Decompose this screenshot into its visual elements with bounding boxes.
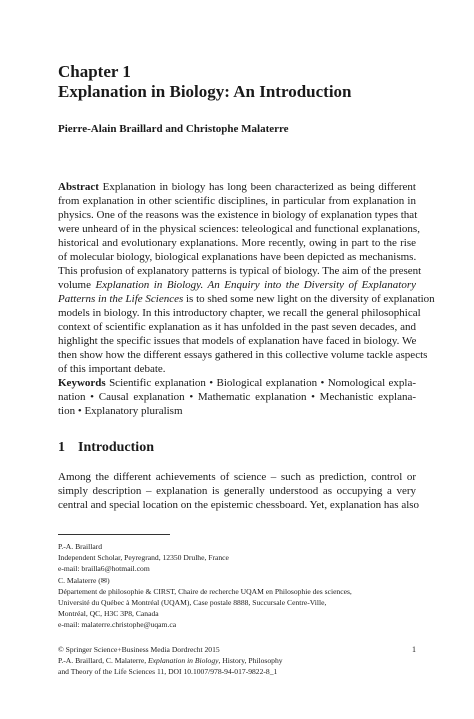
abstract-line: physics. One of the reasons was the existence in biology of explanation types that [58, 209, 418, 221]
abstract-line: context of scientific explanation as it has unfolded in the past seven decades, and [58, 321, 416, 333]
publication-info [58, 644, 416, 677]
abstract-line: Patterns in the Life Sciences is to shed some new light on the diversity of explanation [58, 293, 435, 305]
intro-line: Among the different achievements of science – such as prediction, control or [58, 471, 416, 483]
authors: Pierre-Alain Braillard and Christophe Malaterre [58, 123, 289, 135]
section-number: 1 [58, 440, 65, 455]
abstract [58, 180, 435, 376]
keywords-line: tion • Explanatory pluralism [58, 405, 183, 417]
abstract-line: volume Explanation in Biology. An Enquiry into the Diversity of Explanatory [58, 279, 416, 291]
section-heading [58, 440, 154, 456]
abstract-heading: Abstract [58, 181, 99, 193]
page-number: 1 [412, 645, 416, 654]
author2-name: C. Malaterre (✉) [58, 576, 110, 585]
volume-title-cont: Patterns in the Life Sciences [58, 293, 184, 305]
author2-affiliation: Département de philosophie & CIRST, Chaire de recherche UQAM en Philosophie des sciences, [58, 587, 352, 596]
footnote-divider [58, 534, 170, 535]
abstract-line: were unheard of in the physical sciences: teleological and functional explanations, [58, 223, 420, 235]
volume-title: Explanation in Biology. An Enquiry into the Diversity of Explanatory [95, 279, 416, 291]
chapter-title: Explanation in Biology: An Introduction [58, 82, 352, 101]
keywords [58, 376, 416, 418]
abstract-line: highlight the specific issues that models of explanation have faced in biology. We [58, 335, 417, 347]
abstract-line: This profusion of explanatory patterns is typical of biology. The aim of the present [58, 265, 422, 277]
citation-series: and Theory of the Life Sciences 11, DOI 10.1007/978-94-017-9822-8_1 [58, 667, 278, 676]
citation-book-title: Explanation in Biology [148, 656, 219, 665]
author1-affiliation: Independent Scholar, Peyregrand, 12350 Drulhe, France [58, 553, 229, 562]
footnote-author2 [58, 575, 418, 630]
chapter-label: Chapter 1 [58, 62, 131, 81]
abstract-line: then show how the different essays gathered in this collective volume tackle aspects [58, 349, 428, 361]
keywords-line: nation • Causal explanation • Mathematic explanation • Mechanistic explana- [58, 391, 416, 403]
keywords-line: Keywords Scientific explanation • Biological explanation • Nomological expla- [58, 377, 416, 389]
abstract-line: from explanation in other scientific disciplines, in particular from explanation in [58, 195, 416, 207]
author2-affiliation: Université du Québec à Montréal (UQAM), Case postale 8888, Succursale Centre-Ville, [58, 598, 327, 607]
author2-affiliation: Montréal, QC, H3C 3P8, Canada [58, 609, 159, 618]
abstract-line: models in biology. In this introductory chapter, we recall the general philosophical [58, 307, 421, 319]
copyright: © Springer Science+Business Media Dordrecht 2015 [58, 645, 220, 654]
author1-email: e-mail: brailla6@hotmail.com [58, 564, 150, 573]
abstract-line: historical and evolutionary explanations. More recently, owing in part to the rise [58, 237, 416, 249]
abstract-line: of molecular biology, biological explanations have been depicted as mechanisms. [58, 251, 417, 263]
abstract-line: of this important debate. [58, 363, 166, 375]
section-title: Introduction [78, 440, 154, 455]
intro-paragraph [58, 470, 420, 512]
footnote-author1 [58, 541, 418, 574]
abstract-line: Abstract Explanation in biology has long been characterized as being different [58, 181, 416, 193]
intro-line: central and special location on the epistemic chessboard. Yet, explanation has also [58, 499, 420, 511]
keywords-heading: Keywords [58, 377, 106, 389]
citation: P.-A. Braillard, C. Malaterre, Explanation in Biology, History, Philosophy [58, 656, 283, 665]
author1-name: P.-A. Braillard [58, 542, 103, 551]
intro-line: simply description – explanation is generally understood as occupying a very [58, 485, 416, 497]
author2-email: e-mail: malaterre.christophe@uqam.ca [58, 620, 177, 629]
